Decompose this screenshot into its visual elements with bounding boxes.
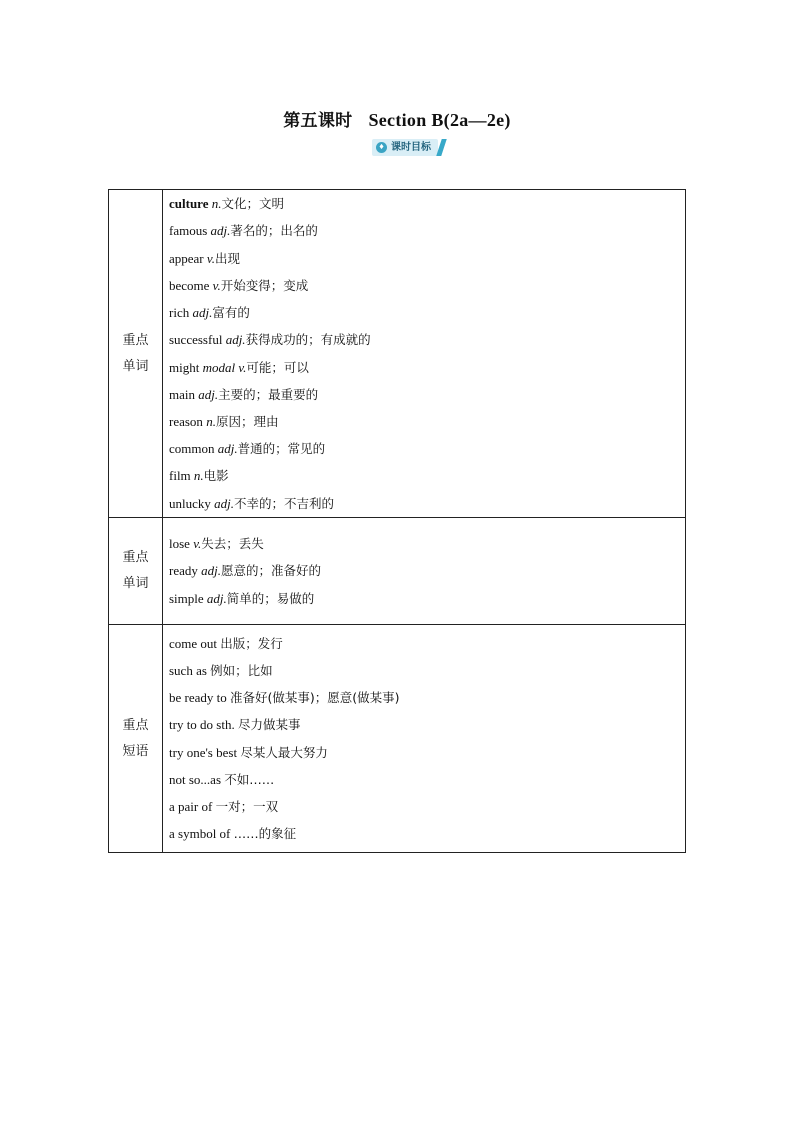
vocab-item bbox=[169, 793, 679, 820]
vocab-word: reason bbox=[169, 413, 203, 429]
vocab-item bbox=[169, 190, 679, 217]
vocab-item bbox=[169, 585, 679, 612]
badge-label: 课时目标 bbox=[391, 142, 431, 153]
chinese-meaning: 普通的；常见的 bbox=[237, 441, 326, 457]
chinese-meaning: 例如；比如 bbox=[210, 662, 273, 678]
chinese-meaning: 愿意的；准备好的 bbox=[221, 563, 322, 579]
chinese-meaning: 获得成功的；有成就的 bbox=[245, 332, 371, 348]
vocab-word: try to do sth. bbox=[169, 717, 235, 733]
vocab-item bbox=[169, 435, 679, 462]
vocab-item bbox=[169, 326, 679, 353]
vocab-word: might bbox=[169, 359, 200, 375]
vocab-word: a pair of bbox=[169, 798, 213, 814]
lesson-goal-badge bbox=[372, 139, 450, 156]
vocab-item bbox=[169, 217, 679, 244]
vocab-item bbox=[169, 711, 679, 738]
vocab-word: not so...as bbox=[169, 771, 221, 787]
items-cell bbox=[163, 625, 686, 853]
vocab-word: successful bbox=[169, 332, 223, 348]
vocab-item bbox=[169, 408, 679, 435]
vocab-word: culture bbox=[169, 196, 209, 212]
vocab-item bbox=[169, 245, 679, 272]
vocab-word: try one's best bbox=[169, 744, 238, 760]
category-cell: 重点 单词 bbox=[109, 190, 163, 518]
vocab-word: become bbox=[169, 277, 210, 293]
chinese-meaning: 电影 bbox=[203, 468, 229, 484]
vocabulary-table bbox=[108, 189, 686, 853]
vocab-word: simple bbox=[169, 590, 204, 606]
title-cn: 第五课时 bbox=[283, 111, 353, 131]
chinese-meaning: 尽力做某事 bbox=[237, 717, 301, 733]
vocab-item bbox=[169, 630, 679, 657]
part-of-speech: v. bbox=[212, 277, 221, 293]
chinese-meaning: 主要的；最重要的 bbox=[218, 386, 319, 402]
chinese-meaning: 一对；一双 bbox=[215, 798, 279, 814]
vocab-item bbox=[169, 557, 679, 584]
vocab-word: ready bbox=[169, 563, 198, 579]
chinese-meaning: 文化；文明 bbox=[221, 196, 284, 212]
chinese-meaning: 尽某人最大努力 bbox=[240, 744, 328, 760]
part-of-speech: adj. bbox=[198, 386, 219, 402]
part-of-speech: adj. bbox=[214, 495, 235, 511]
vocab-word: appear bbox=[169, 250, 204, 266]
vocab-item bbox=[169, 766, 679, 793]
vocab-word: film bbox=[169, 468, 191, 484]
vocab-word: main bbox=[169, 386, 195, 402]
vocab-word: famous bbox=[169, 223, 208, 239]
vocab-item bbox=[169, 299, 679, 326]
part-of-speech: adj. bbox=[217, 441, 238, 457]
chinese-meaning: 出现 bbox=[214, 250, 240, 266]
vocab-item bbox=[169, 462, 679, 489]
chinese-meaning: 出版；发行 bbox=[220, 635, 283, 651]
vocab-word: lose bbox=[169, 536, 190, 552]
items-cell bbox=[163, 518, 686, 625]
chinese-meaning: 富有的 bbox=[212, 305, 250, 321]
chinese-meaning: 开始变得；变成 bbox=[220, 277, 309, 293]
table-row bbox=[109, 190, 686, 518]
part-of-speech: n. bbox=[211, 196, 222, 212]
vocab-word: common bbox=[169, 441, 215, 457]
chinese-meaning: 准备好(做某事)；愿意(做某事) bbox=[230, 690, 400, 706]
part-of-speech: adj. bbox=[225, 332, 246, 348]
trophy-icon: ♦ bbox=[376, 142, 387, 153]
vocab-word: be ready to bbox=[169, 690, 227, 706]
vocab-item bbox=[169, 657, 679, 684]
vocab-item bbox=[169, 354, 679, 381]
part-of-speech: v. bbox=[193, 536, 202, 552]
part-of-speech: v. bbox=[206, 250, 215, 266]
vocab-word: a symbol of bbox=[169, 826, 231, 842]
vocab-word: come out bbox=[169, 635, 218, 651]
vocab-item bbox=[169, 684, 679, 711]
chinese-meaning: 著名的；出名的 bbox=[230, 223, 318, 239]
part-of-speech: n. bbox=[206, 413, 216, 429]
vocab-word: unlucky bbox=[169, 495, 211, 511]
part-of-speech: adj. bbox=[206, 590, 227, 606]
vocab-item bbox=[169, 739, 679, 766]
part-of-speech: modal v. bbox=[202, 359, 247, 375]
vocab-item bbox=[169, 272, 679, 299]
chinese-meaning: 不如…… bbox=[224, 771, 275, 787]
category-cell: 重点 短语 bbox=[109, 625, 163, 853]
vocab-item bbox=[169, 820, 679, 847]
chinese-meaning: 原因；理由 bbox=[215, 413, 279, 429]
chinese-meaning: 失去；丢失 bbox=[201, 536, 264, 552]
vocab-item bbox=[169, 490, 679, 517]
vocab-word: rich bbox=[169, 305, 190, 321]
page-title bbox=[0, 106, 794, 131]
chinese-meaning: ……的象征 bbox=[233, 826, 297, 842]
title-en: Section B(2a—2e) bbox=[368, 110, 511, 130]
chinese-meaning: 不幸的；不吉利的 bbox=[234, 495, 335, 511]
vocab-item bbox=[169, 381, 679, 408]
part-of-speech: n. bbox=[193, 468, 204, 484]
part-of-speech: adj. bbox=[192, 305, 213, 321]
part-of-speech: adj. bbox=[201, 563, 221, 579]
table-row bbox=[109, 625, 686, 853]
vocab-item bbox=[169, 530, 679, 557]
part-of-speech: adj. bbox=[210, 223, 231, 239]
chinese-meaning: 可能；可以 bbox=[246, 359, 309, 375]
items-cell bbox=[163, 190, 686, 518]
vocab-word: such as bbox=[169, 662, 207, 678]
table-row bbox=[109, 518, 686, 625]
category-cell: 重点 单词 bbox=[109, 518, 163, 625]
chinese-meaning: 简单的；易做的 bbox=[226, 590, 315, 606]
